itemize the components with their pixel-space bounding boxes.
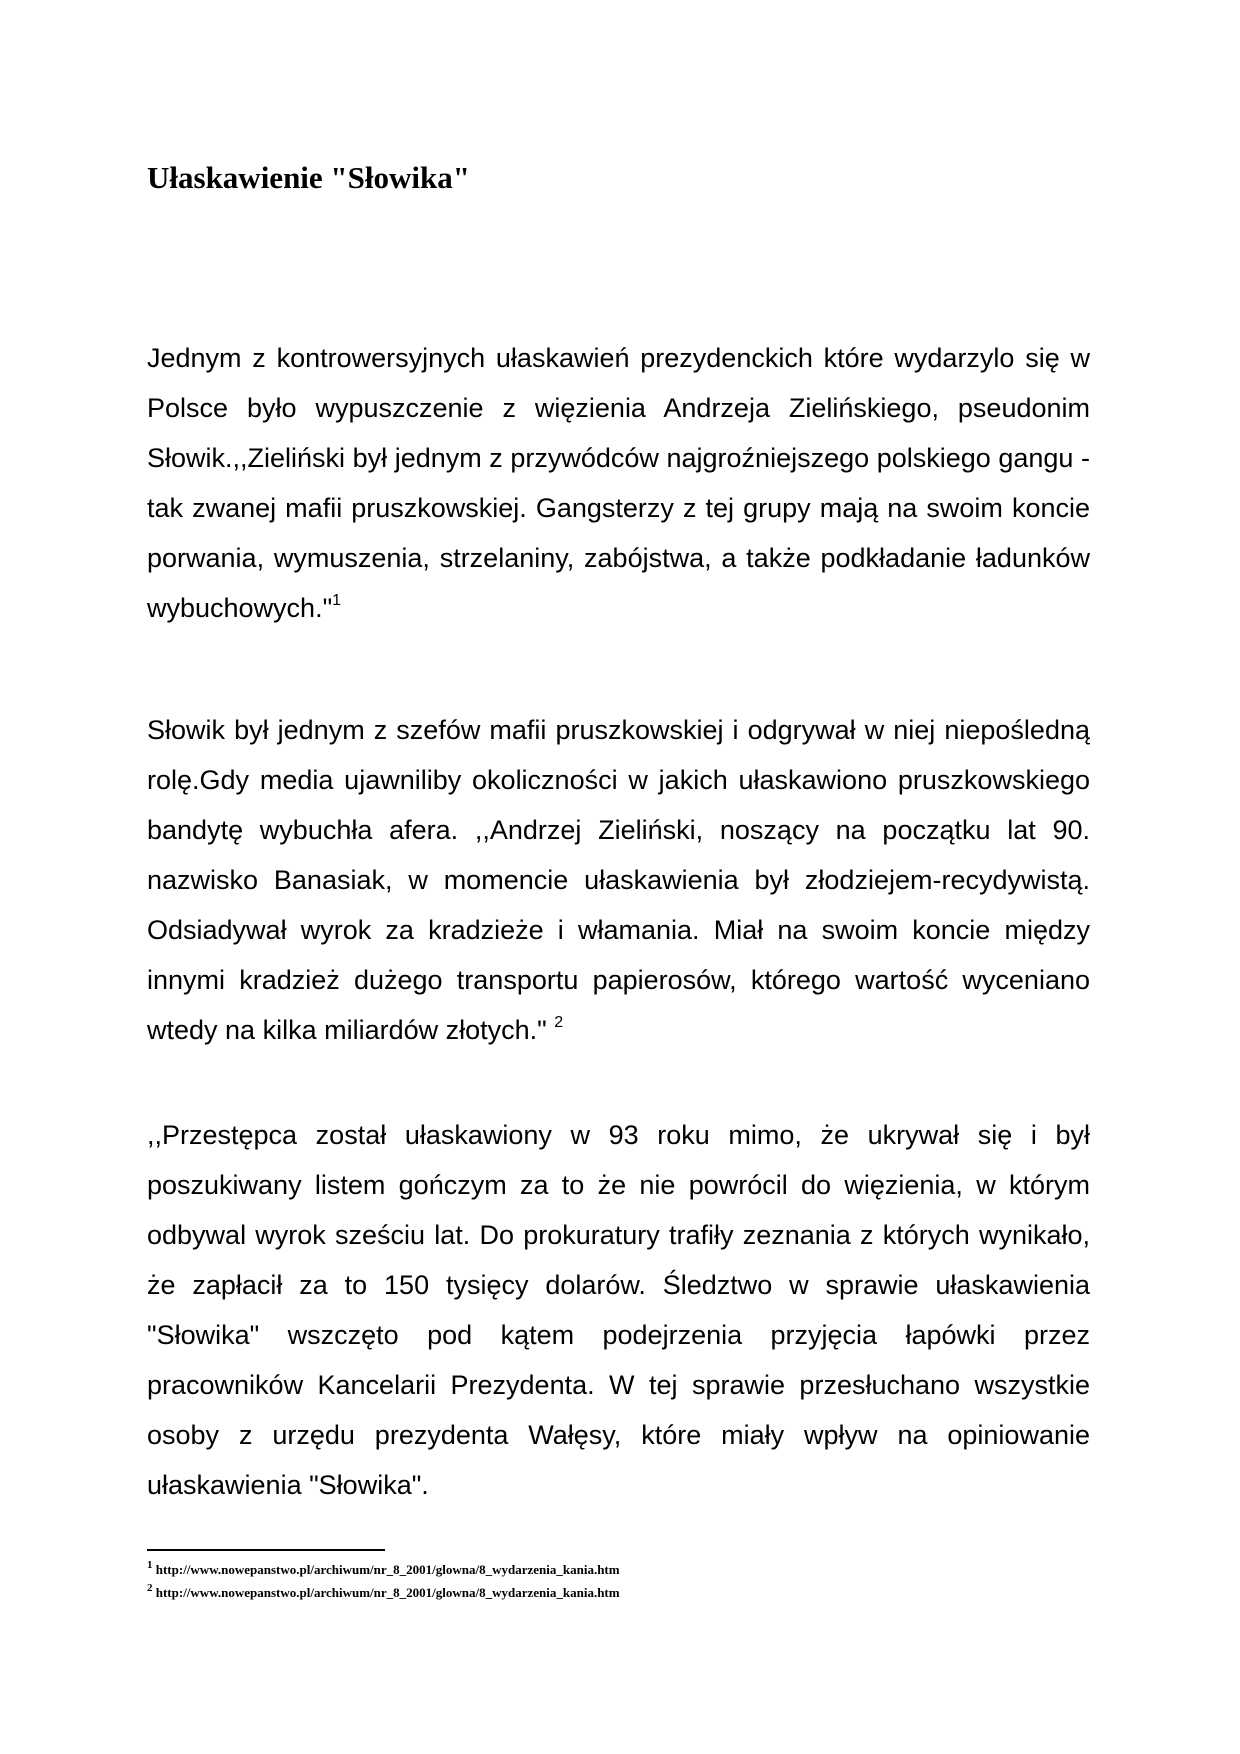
footnote-1-number: 1 bbox=[147, 1558, 153, 1571]
paragraph-1-text: Jednym z kontrowersyjnych ułaskawień prezydenckich które wydarzylo się w Polsce było wypuszczenie z więzienia Andrzeja Zielińskiego, pseudonim Słowik.,,Zieliński był jednym z przywódców najgroźniejszego polskiego gangu - tak zwanej mafii pruszkowskiej. Gangsterzy z tej grupy mają na swoim koncie porwania, wymuszenia, strzelaniny, zabójstwa, a także podkładanie ładunków wybuchowych." bbox=[147, 343, 1090, 623]
footnote-separator bbox=[147, 1549, 385, 1551]
document-title: Ułaskawienie "Słowika" bbox=[147, 160, 470, 195]
footnote-ref-1[interactable]: 1 bbox=[332, 592, 342, 609]
footnote-2-link[interactable]: http://www.nowepanstwo.pl/archiwum/nr_8_2001/glowna/8_wydarzenia_kania.htm bbox=[155, 1585, 620, 1600]
footnote-ref-2[interactable]: 2 bbox=[554, 1014, 564, 1031]
footnote-1-link[interactable]: http://www.nowepanstwo.pl/archiwum/nr_8_2001/glowna/8_wydarzenia_kania.htm bbox=[155, 1562, 620, 1577]
paragraph-1 bbox=[147, 333, 1090, 633]
paragraph-3 bbox=[147, 1110, 1090, 1510]
footnote-2 bbox=[147, 1581, 1087, 1604]
footnote-1 bbox=[147, 1558, 1087, 1581]
paragraph-3-text: ,,Przestępca został ułaskawiony w 93 roku mimo, że ukrywał się i był poszukiwany listem gończym za to że nie powrócil do więzienia, w którym odbywal wyrok sześciu lat. Do prokuratury trafiły zeznania z których wynikało, że zapłacił za to 150 tysięcy dolarów. Śledztwo w sprawie ułaskawienia "Słowika" wszczęto pod kątem podejrzenia przyjęcia łapówki przez pracowników Kancelarii Prezydenta. W tej sprawie przesłuchano wszystkie osoby z urzędu prezydenta Wałęsy, które miały wpływ na opiniowanie ułaskawienia "Słowika". bbox=[147, 1120, 1090, 1500]
footnotes bbox=[147, 1558, 1087, 1604]
paragraph-2-text: Słowik był jednym z szefów mafii pruszkowskiej i odgrywał w niej niepośledną rolę.Gdy media ujawniliby okoliczności w jakich ułaskawiono pruszkowskiego bandytę wybuchła afera. ,,Andrzej Zieliński, noszący na początku lat 90. nazwisko Banasiak, w momencie ułaskawienia był złodziejem-recydywistą. Odsiadywał wyrok za kradzieże i włamania. Miał na swoim koncie między innymi kradzież dużego transportu papierosów, którego wartość wyceniano wtedy na kilka miliardów złotych." bbox=[147, 715, 1090, 1045]
paragraph-2 bbox=[147, 705, 1090, 1055]
footnote-2-number: 2 bbox=[147, 1581, 153, 1594]
